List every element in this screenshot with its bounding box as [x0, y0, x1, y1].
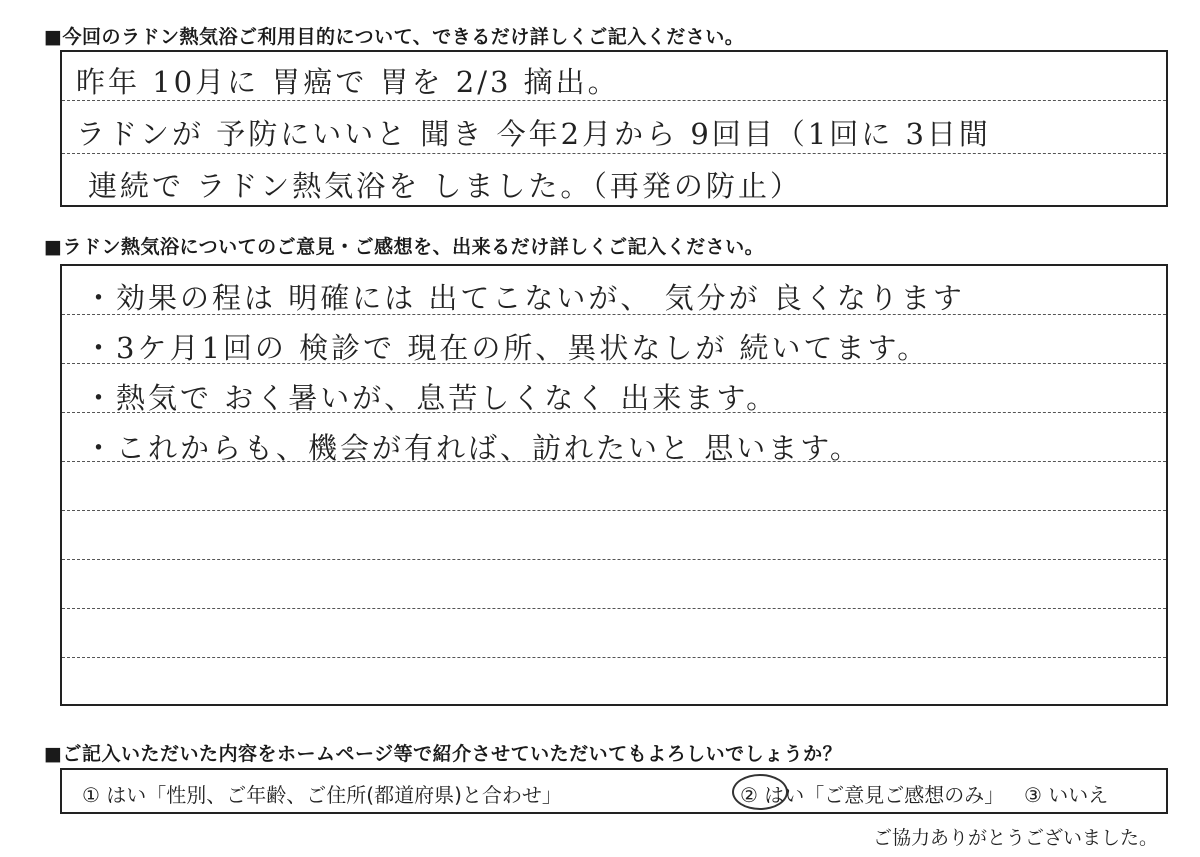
ruled-line: [62, 657, 1166, 658]
handwritten-line: ・3ケ月1回の 検診で 現在の所、異状なしが 続いてます。: [84, 331, 930, 365]
ruled-line: [62, 608, 1166, 609]
handwritten-line: ラドンが 予防にいいと 聞き 今年2月から 9回目（1回に 3日間: [76, 117, 991, 151]
ruled-line: [62, 153, 1166, 154]
option-2[interactable]: ② はい「ご意見ご感想のみ」: [740, 783, 1005, 807]
section1-heading: ■今回のラドン熱気浴ご利用目的について、できるだけ詳しくご記入ください。: [44, 26, 745, 48]
publication-consent-options: [60, 768, 1168, 814]
handwritten-line: ・熱気で おく暑いが、息苦しくなく 出来ます。: [84, 381, 779, 415]
ruled-line: [62, 559, 1166, 560]
handwritten-line: 連続で ラドン熱気浴を しました。（再発の防止）: [88, 169, 802, 203]
section2-heading: ■ラドン熱気浴についてのご意見・ご感想を、出来るだけ詳しくご記入ください。: [44, 236, 765, 258]
option-3[interactable]: ③ いいえ: [1024, 783, 1109, 807]
ruled-line: [62, 510, 1166, 511]
option-1[interactable]: ① はい「性別、ご年齢、ご住所(都道府県)と合わせ」: [82, 783, 562, 807]
handwritten-line: ・効果の程は 明確には 出てこないが、 気分が 良くなります: [84, 281, 965, 315]
opinion-answer-box: [60, 264, 1168, 706]
handwritten-line: ・これからも、機会が有れば、訪れたいと 思います。: [84, 431, 862, 465]
handwritten-line: 昨年 10月に 胃癌で 胃を 2/3 摘出。: [76, 65, 620, 99]
purpose-answer-box: [60, 50, 1168, 207]
thanks-message: ご協力ありがとうございました。: [872, 827, 1158, 849]
section3-heading: ■ご記入いただいた内容をホームページ等で紹介させていただいてもよろしいでしょうか？: [44, 743, 843, 765]
